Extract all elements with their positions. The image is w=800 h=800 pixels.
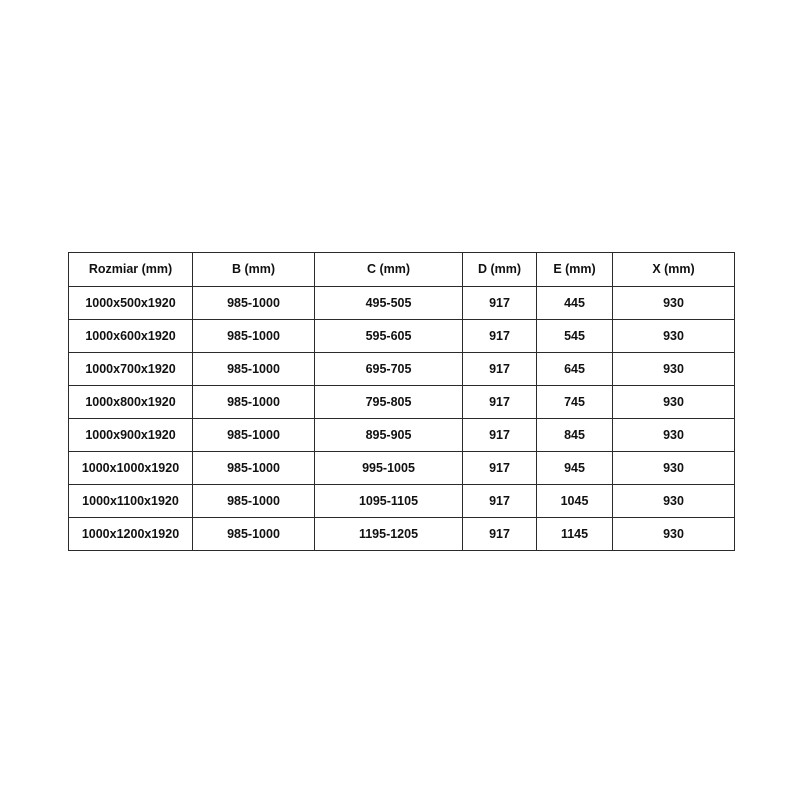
cell-d: 917: [463, 518, 537, 551]
cell-c: 995-1005: [315, 452, 463, 485]
cell-d: 917: [463, 452, 537, 485]
cell-size: 1000x1000x1920: [69, 452, 193, 485]
cell-size: 1000x500x1920: [69, 287, 193, 320]
cell-d: 917: [463, 353, 537, 386]
table-row: [69, 452, 735, 485]
cell-e: 1045: [537, 485, 613, 518]
cell-b: 985-1000: [193, 452, 315, 485]
cell-b: 985-1000: [193, 386, 315, 419]
column-header-d: D (mm): [463, 253, 537, 287]
cell-size: 1000x800x1920: [69, 386, 193, 419]
cell-c: 695-705: [315, 353, 463, 386]
cell-d: 917: [463, 485, 537, 518]
cell-size: 1000x900x1920: [69, 419, 193, 452]
table-row: [69, 518, 735, 551]
table-row: [69, 419, 735, 452]
column-header-e: E (mm): [537, 253, 613, 287]
cell-x: 930: [613, 386, 735, 419]
cell-size: 1000x600x1920: [69, 320, 193, 353]
table-row: [69, 353, 735, 386]
table-row: [69, 485, 735, 518]
cell-x: 930: [613, 287, 735, 320]
cell-b: 985-1000: [193, 485, 315, 518]
cell-x: 930: [613, 419, 735, 452]
spec-table-container: [68, 252, 734, 551]
cell-d: 917: [463, 287, 537, 320]
cell-x: 930: [613, 518, 735, 551]
cell-e: 645: [537, 353, 613, 386]
column-header-b: B (mm): [193, 253, 315, 287]
cell-c: 895-905: [315, 419, 463, 452]
cell-b: 985-1000: [193, 518, 315, 551]
cell-c: 795-805: [315, 386, 463, 419]
cell-size: 1000x1100x1920: [69, 485, 193, 518]
cell-e: 1145: [537, 518, 613, 551]
column-header-size: Rozmiar (mm): [69, 253, 193, 287]
table-header-row: [69, 253, 735, 287]
table-row: [69, 386, 735, 419]
cell-e: 845: [537, 419, 613, 452]
dimensions-table: [68, 252, 735, 551]
cell-x: 930: [613, 452, 735, 485]
cell-e: 545: [537, 320, 613, 353]
cell-e: 745: [537, 386, 613, 419]
cell-b: 985-1000: [193, 320, 315, 353]
table-row: [69, 287, 735, 320]
table-body: [69, 287, 735, 551]
cell-d: 917: [463, 419, 537, 452]
cell-b: 985-1000: [193, 287, 315, 320]
table-row: [69, 320, 735, 353]
cell-c: 595-605: [315, 320, 463, 353]
cell-c: 1195-1205: [315, 518, 463, 551]
cell-e: 445: [537, 287, 613, 320]
column-header-c: C (mm): [315, 253, 463, 287]
cell-d: 917: [463, 320, 537, 353]
cell-b: 985-1000: [193, 353, 315, 386]
cell-c: 1095-1105: [315, 485, 463, 518]
cell-x: 930: [613, 353, 735, 386]
cell-size: 1000x700x1920: [69, 353, 193, 386]
cell-x: 930: [613, 485, 735, 518]
cell-size: 1000x1200x1920: [69, 518, 193, 551]
cell-b: 985-1000: [193, 419, 315, 452]
cell-e: 945: [537, 452, 613, 485]
cell-d: 917: [463, 386, 537, 419]
cell-c: 495-505: [315, 287, 463, 320]
table-header: [69, 253, 735, 287]
column-header-x: X (mm): [613, 253, 735, 287]
cell-x: 930: [613, 320, 735, 353]
